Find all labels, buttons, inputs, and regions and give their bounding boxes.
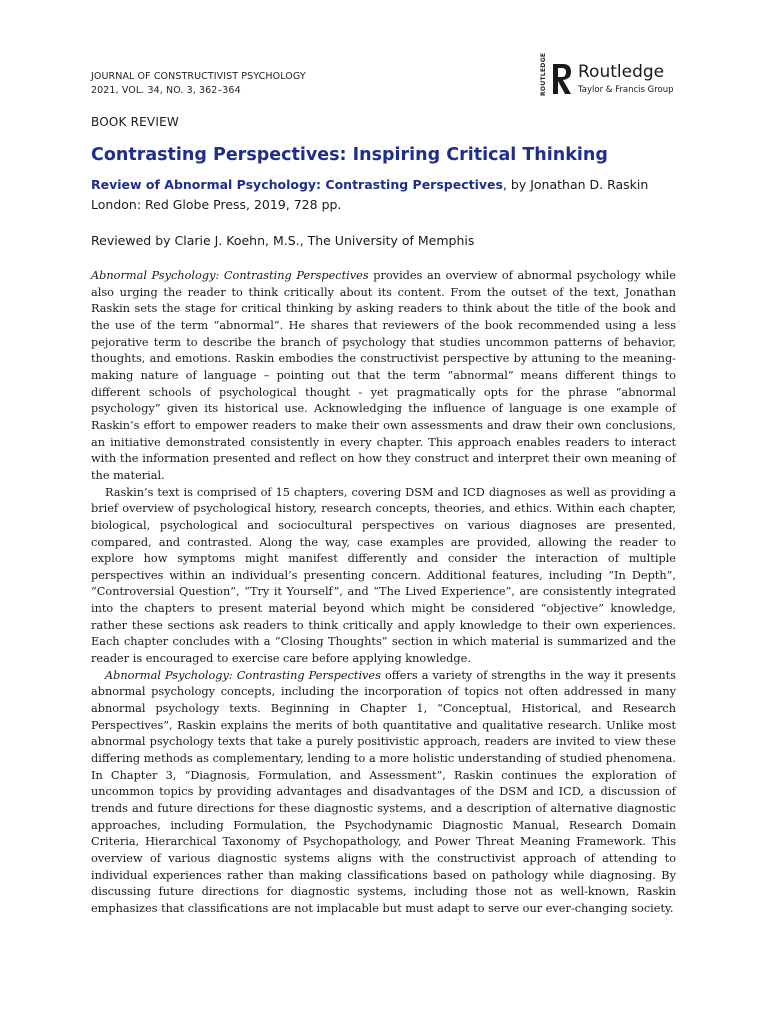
logo-vertical-text: ROUTLEDGE: [540, 52, 547, 96]
paragraph-1-italic: Abnormal Psychology: Contrasting Perspectives: [91, 269, 369, 282]
reviewer-line: Reviewed by Clarie J. Koehn, M.S., The University of Memphis: [91, 233, 475, 248]
article-title: Contrasting Perspectives: Inspiring Critical Thinking: [91, 145, 608, 165]
publisher-logo: [540, 52, 680, 102]
section-label: BOOK REVIEW: [91, 115, 179, 129]
paragraph-3-italic: Abnormal Psychology: Contrasting Perspectives: [105, 668, 381, 682]
paragraph-1: [91, 268, 676, 485]
journal-name: JOURNAL OF CONSTRUCTIVIST PSYCHOLOGY: [91, 71, 306, 82]
logo-subtitle: Taylor & Francis Group: [578, 85, 674, 95]
book-citation: [91, 175, 648, 215]
paragraph-1-text: provides an overview of abnormal psychology while also urging the reader to think critically about its content. From the outset of the text, Jonathan Raskin sets the stage for critical thinking by asking readers to think about the title of the book and the use of the term “abnormal”. He shares that reviewers of the book recommended using a less pejorative term to describe the branch of psychology that studies uncommon patterns of behavior, thoughts, and emotions. Raskin embodies the constructivist perspective by attuning to the meaning-making nature of language – pointing out that the term “abnormal” means different things to different schools of psychological thought - yet pragmatically opts for the phrase “abnormal psychology” given its historical use. Acknowledging the influence of language is one example of Raskin’s effort to empower readers to make their own assessments and draw their own conclusions, an initiative demonstrated consistently in every chapter. This approach enables readers to interact with the information presented and reflect on how they construct and interpret their own meaning of the material.: [91, 269, 676, 482]
paragraph-3: [91, 668, 676, 918]
book-title-link[interactable]: Review of Abnormal Psychology: Contrasting Perspectives: [91, 177, 503, 192]
book-publisher: London: Red Globe Press, 2019, 728 pp.: [91, 197, 342, 212]
logo-name: Routledge: [578, 62, 665, 82]
routledge-r-icon: [551, 62, 573, 96]
paragraph-2-text: Raskin’s text is comprised of 15 chapters, covering DSM and ICD diagnoses as well as providing a brief overview of psychological history, research concepts, theories, and ethics. Within each chapter, biological, psychological and sociocultural perspectives on various diagnoses are presented, compared, and contrasted. Along the way, case examples are provided, allowing the reader to explore how symptoms might manifest differently and consider the interaction of multiple perspectives within an individual’s presenting concern. Additional features, including “In Depth”, “Controversial Question”, “Try it Yourself”, and “The Lived Experience”, are consistently integrated into the chapters to present material beyond which might be considered “objective” knowledge, rather these sections ask readers to think critically and apply knowledge to their own experiences. Each chapter concludes with a “Closing Thoughts” section in which material is summarized and the reader is encouraged to exercise care before applying knowledge.: [91, 485, 676, 666]
journal-header: [91, 70, 306, 98]
journal-volume: 2021, VOL. 34, NO. 3, 362–364: [91, 85, 241, 96]
review-body: [91, 268, 676, 918]
book-author: , by Jonathan D. Raskin: [502, 177, 649, 192]
paragraph-3-text: offers a variety of strengths in the way it presents abnormal psychology concepts, including the incorporation of topics not often addressed in many abnormal psychology texts. Beginning in Chapter 1, “Conceptual, Historical, and Research Perspectives”, Raskin explains the merits of both quantitative and qualitative research. Unlike most abnormal psychology texts that take a purely positivistic approach, readers are invited to view these differing methods as complementary, lending to a more holistic understanding of studied phenomena. In Chapter 3, “Diagnosis, Formulation, and Assessment”, Raskin continues the exploration of uncommon topics by providing advantages and disadvantages of the DSM and ICD, a discussion of trends and future directions for these diagnostic systems, and a description of alternative diagnostic approaches, including Formulation, the Psychodynamic Diagnostic Manual, Research Domain Criteria, Hierarchical Taxonomy of Psychopathology, and Power Threat Meaning Framework. This overview of various diagnostic systems aligns with the constructivist approach of attending to individual experiences rather than making classifications based on pathology while diagnosing. By discussing future directions for diagnostic systems, including those not as well-known, Raskin emphasizes that classifications are not implacable but must adapt to serve our ever-changing society.: [91, 668, 676, 915]
paragraph-2: [91, 485, 676, 668]
